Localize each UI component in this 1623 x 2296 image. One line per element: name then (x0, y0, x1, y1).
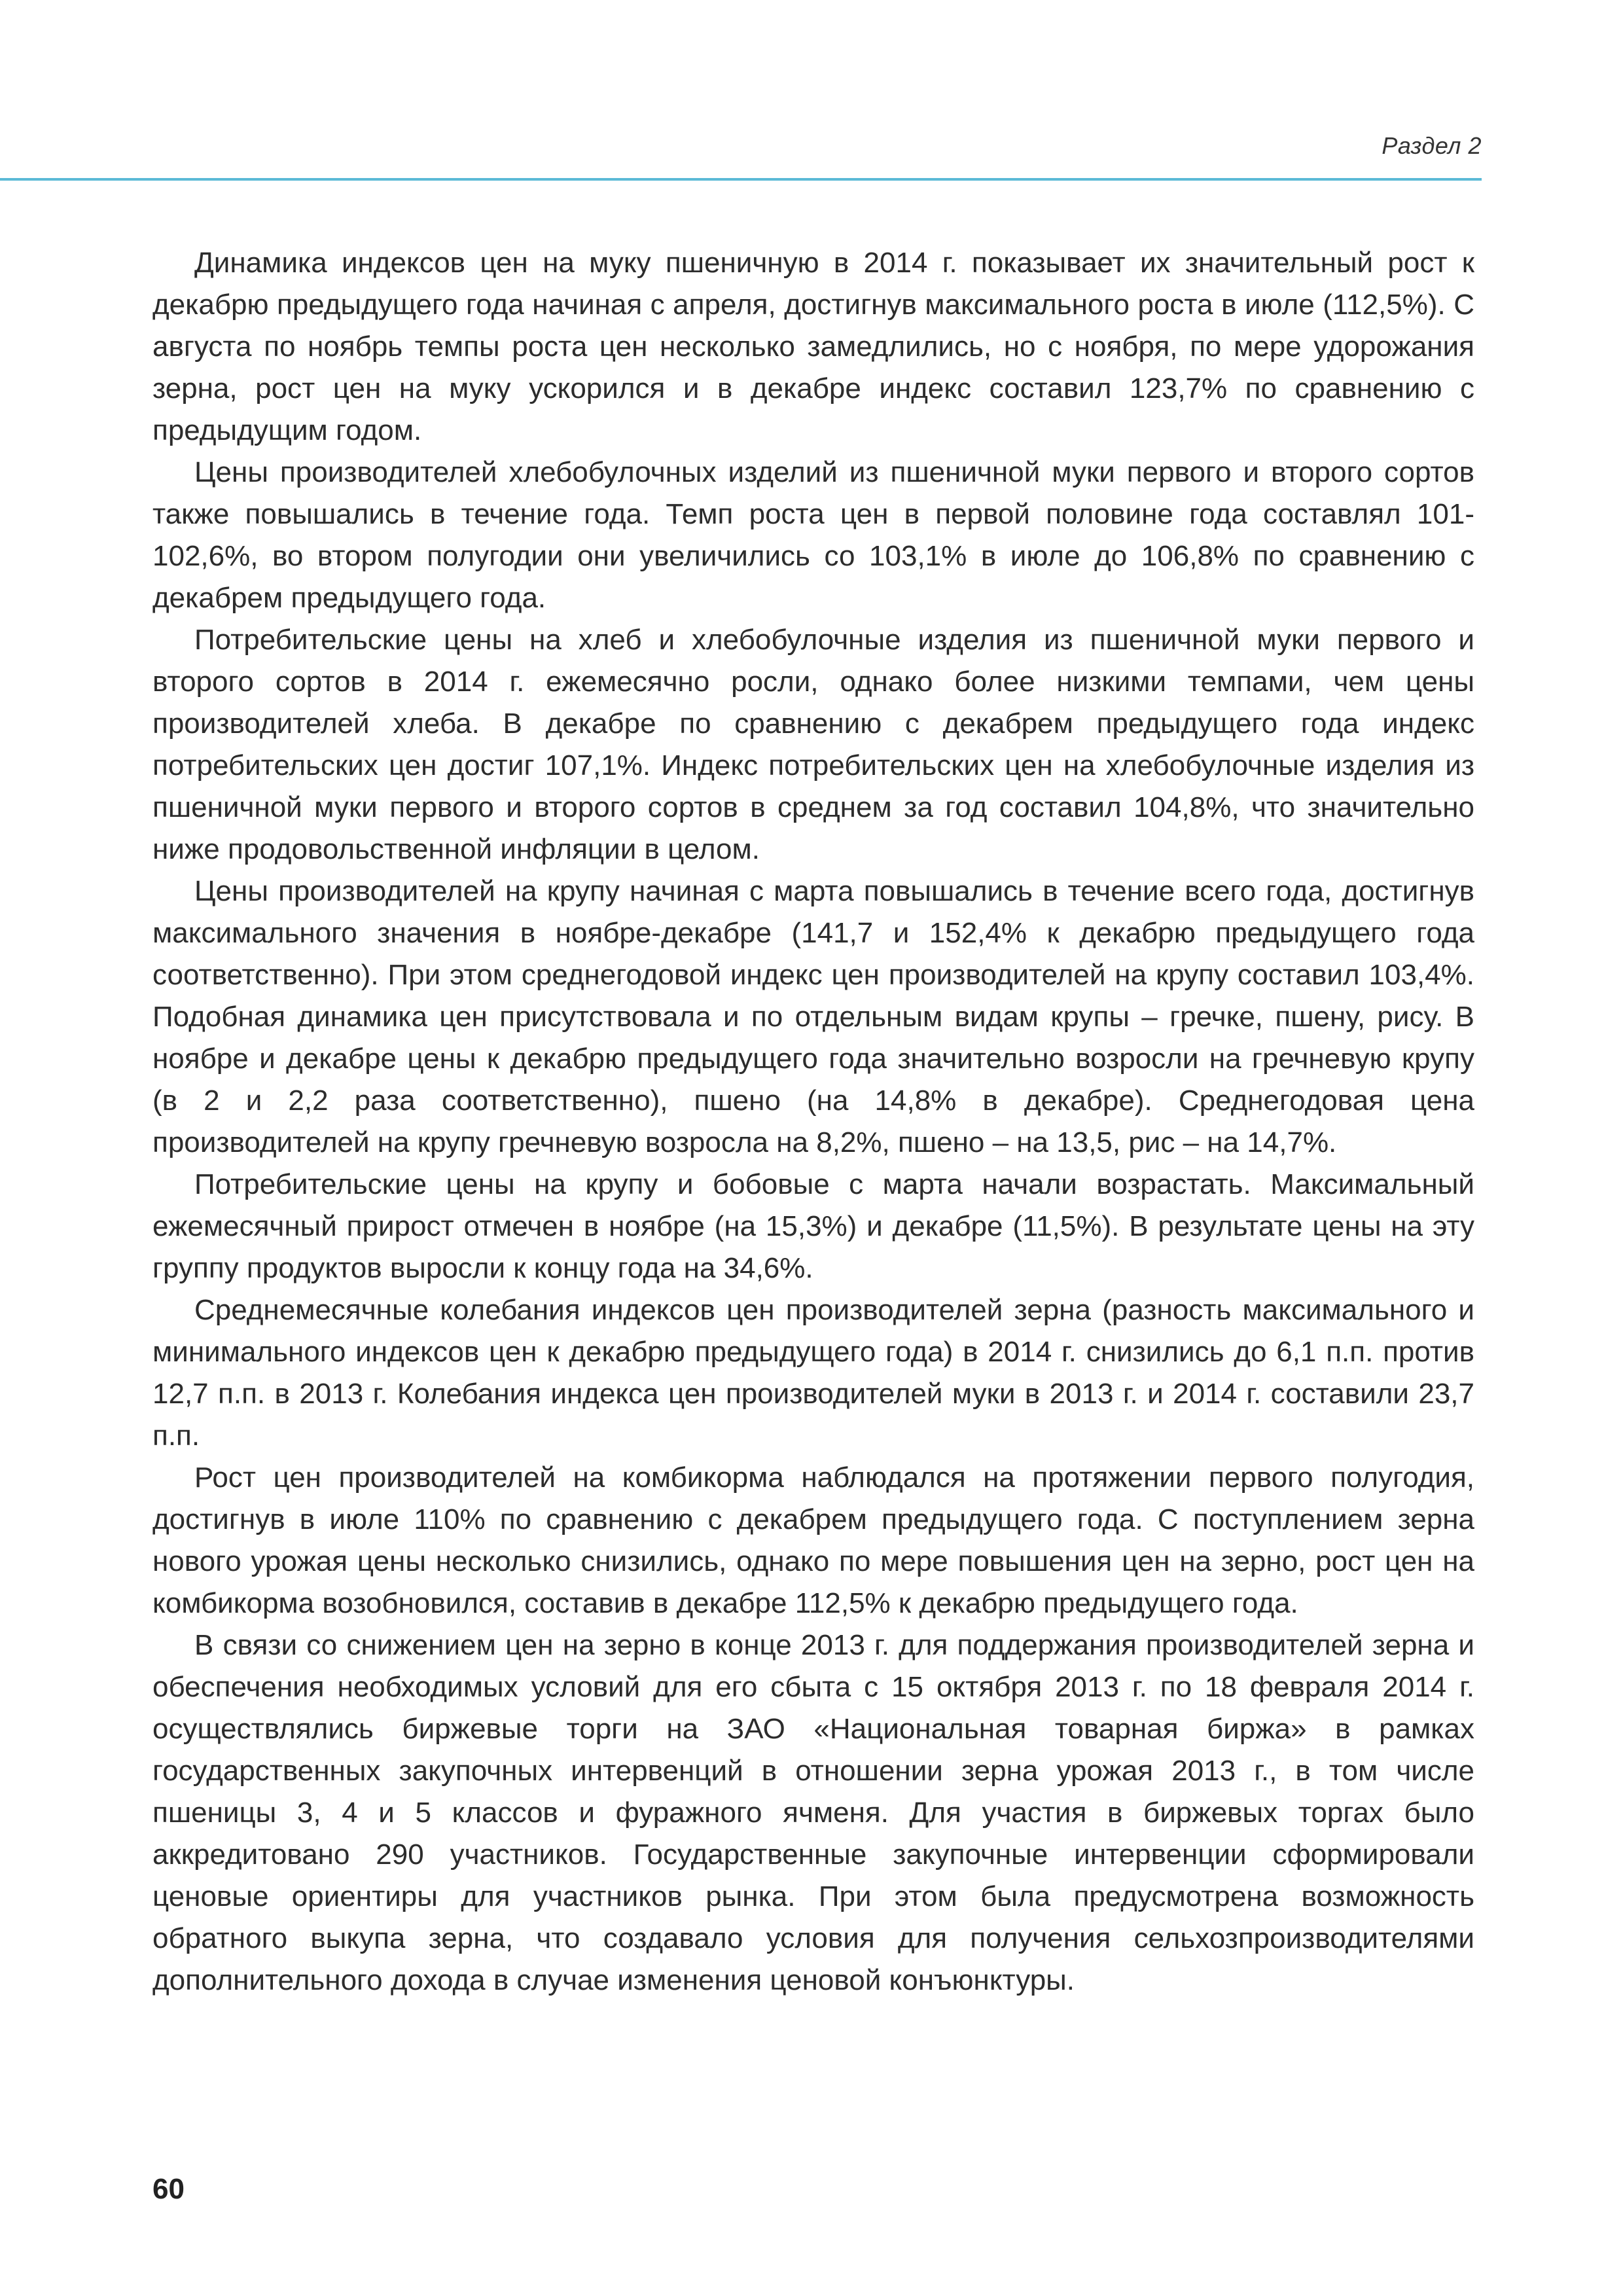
section-label: Раздел 2 (1382, 132, 1482, 159)
paragraph-bakery-producer-prices: Цены производителей хлебобулочных изделий из пшеничной муки первого и второго сортов также повышались в течение года. Темп роста цен в первой половине года составлял 101-102,6%, во втором полугодии они увеличились со 103,1% в июле до 106,8% по сравнению с декабрем предыдущего года. (152, 456, 1474, 614)
body-text (152, 242, 1474, 2001)
header-rule (0, 178, 1482, 181)
paragraph-feed-prices: Рост цен производителей на комбикорма наблюдался на протяжении первого полугодия, достигнув в июле 110% по сравнению с декабрем предыдущего года. С поступлением зерна нового урожая цены несколько снизились, однако по мере повышения цен на зерно, рост цен на комбикорма возобновился, составив в декабре 112,5% к декабрю предыдущего года. (152, 1462, 1474, 1619)
paragraph-grain-interventions: В связи со снижением цен на зерно в конце 2013 г. для поддержания производителей зерна и обеспечения необходимых условий для его сбыта с 15 октября 2013 г. по 18 февраля 2014 г. осуществлялись биржевые торги на ЗАО «Национальная товарная биржа» в рамках государственных закупочных интервенций в отношении зерна урожая 2013 г., в том числе пшеницы 3, 4 и 5 классов и фуражного ячменя. Для участия в биржевых торгах было аккредитовано 290 участников. Государственные закупочные интервенции сформировали ценовые ориентиры для участников рынка. При этом была предусмотрена возможность обратного выкупа зерна, что создавало условия для получения сельхозпроизводителями дополнительного дохода в случае изменения ценовой конъюнктуры. (152, 1629, 1474, 1996)
paragraph-grain-price-fluctuations: Среднемесячные колебания индексов цен производителей зерна (разность максимального и минимального индексов цен к декабрю предыдущего года) в 2014 г. снизились до 6,1 п.п. против 12,7 п.п. в 2013 г. Колебания индекса цен производителей муки в 2013 г. и 2014 г. составили 23,7 п.п. (152, 1294, 1474, 1452)
page-number: 60 (152, 2173, 185, 2205)
paragraph-bread-consumer-prices: Потребительские цены на хлеб и хлебобулочные изделия из пшеничной муки первого и второго сортов в 2014 г. ежемесячно росли, однако более низкими темпами, чем цены производителей хлеба. В декабре по сравнению с декабрем предыдущего года индекс потребительских цен достиг 107,1%. Индекс потребительских цен на хлебобулочные изделия из пшеничной муки первого и второго сортов в среднем за год составил 104,8%, что значительно ниже продовольственной инфляции в целом. (152, 624, 1474, 865)
paragraph-groats-consumer-prices: Потребительские цены на крупу и бобовые с марта начали возрастать. Максимальный ежемесячный прирост отмечен в ноябре (на 15,3%) и декабре (11,5%). В результате цены на эту группу продуктов выросли к концу года на 34,6%. (152, 1168, 1474, 1284)
paragraph-groats-producer-prices: Цены производителей на крупу начиная с марта повышались в течение всего года, достигнув максимального значения в ноябре-декабре (141,7 и 152,4% к декабрю предыдущего года соответственно). При этом среднегодовой индекс цен производителей на крупу составил 103,4%. Подобная динамика цен присутствовала и по отдельным видам крупы – гречке, пшену, рису. В ноябре и декабре цены к декабрю предыдущего года значительно возросли на гречневую крупу (в 2 и 2,2 раза соответственно), пшено (на 14,8% в декабре). Среднегодовая цена производителей на крупу гречневую возросла на 8,2%, пшено – на 13,5, рис – на 14,7%. (152, 875, 1474, 1158)
paragraph-flour-prices: Динамика индексов цен на муку пшеничную в 2014 г. показывает их значительный рост к декабрю предыдущего года начиная с апреля, достигнув максимального роста в июле (112,5%). С августа по ноябрь темпы роста цен несколько замедлились, но с ноября, по мере удорожания зерна, рост цен на муку ускорился и в декабре индекс составил 123,7% по сравнению с предыдущим годом. (152, 247, 1474, 446)
